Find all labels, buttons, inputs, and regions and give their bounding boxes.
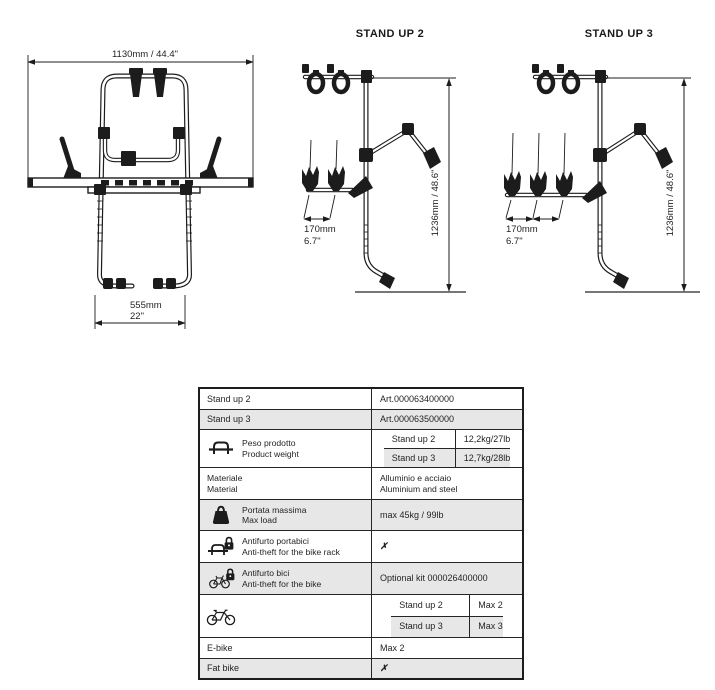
capacity-standup2-model-cell	[391, 595, 470, 616]
table-row-fatbike	[200, 658, 522, 678]
front-width-label: 1130mm / 44.4"	[111, 49, 179, 60]
standup3-post	[598, 75, 630, 289]
antitheft-rack-label-en: Anti-theft for the bike rack	[242, 546, 340, 557]
capacity-standup3-value: Max 3	[478, 621, 503, 632]
table-row-capacity	[200, 594, 522, 637]
capacity-row-standup2	[391, 595, 503, 616]
standup2-spacing-label-mm: 170mm	[304, 224, 336, 235]
front-leg-ticks	[97, 201, 192, 241]
weight-values	[372, 430, 522, 467]
fatbike-value-cell	[372, 659, 522, 678]
bike-lock-icon	[200, 568, 242, 589]
front-left-arm	[62, 139, 81, 179]
standup3-arm	[593, 123, 673, 169]
standup2-art-number: Art.000063400000	[380, 393, 455, 404]
weight-standup3-model: Stand up 3	[391, 452, 436, 463]
standup3-spacing-dimension	[506, 200, 563, 247]
material-value-cell	[372, 468, 522, 499]
table-row-antitheft-bike	[200, 562, 522, 594]
standup3-drawing	[488, 13, 713, 303]
standup2-spacing-dimension	[304, 195, 336, 247]
standup2-arm	[359, 123, 441, 169]
weight-standup2-value-cell	[456, 430, 511, 448]
capacity-row-standup3	[391, 616, 503, 638]
standup3-height-dimension	[606, 78, 691, 291]
weight-row-standup3	[384, 448, 511, 467]
antitheft-rack-value: ✗	[380, 541, 388, 552]
standup2-spacing-label-in: 6.7"	[304, 236, 321, 247]
front-cross-bar	[28, 178, 253, 195]
antitheft-bike-value-cell	[372, 563, 522, 594]
standup2-title: STAND UP 2	[355, 28, 425, 40]
capacity-label-cell	[200, 595, 372, 637]
standup2-art-label: Stand up 2	[207, 393, 251, 404]
antitheft-bike-label-cell	[200, 563, 372, 594]
capacity-standup3-model: Stand up 3	[399, 621, 443, 632]
standup3-top-bar	[532, 64, 606, 92]
material-label-it: Materiale	[207, 473, 243, 484]
weight-row-standup2	[384, 430, 511, 448]
table-row-standup2-art	[200, 389, 522, 409]
capacity-standup2-value-cell	[470, 595, 503, 616]
standup2-art-value-cell	[372, 389, 522, 409]
weight-standup2-value: 12,2kg/27lb	[463, 433, 511, 444]
weight-label	[242, 438, 299, 459]
standup2-art-label-cell	[200, 389, 372, 409]
material-label-cell	[200, 468, 372, 499]
weight-label-en: Product weight	[242, 448, 299, 459]
front-right-arm	[200, 139, 219, 179]
max-load-label	[242, 505, 306, 526]
front-base-label-in: 22"	[130, 311, 144, 322]
standup3-height-label: 1236mm / 48.6"	[665, 169, 676, 237]
table-row-antitheft-rack	[200, 530, 522, 562]
ebike-value: Max 2	[380, 642, 405, 653]
standup3-spacing-label-in: 6.7"	[506, 236, 523, 247]
weight-label-cell	[200, 430, 372, 467]
front-base-label-mm: 555mm	[130, 300, 162, 311]
antitheft-rack-label-it: Antifurto portabici	[242, 536, 309, 547]
material-value-it: Alluminio e acciaio	[380, 473, 452, 484]
standup3-title: STAND UP 3	[584, 28, 654, 40]
antitheft-bike-label-en: Anti-theft for the bike	[242, 578, 322, 589]
standup3-art-label-cell	[200, 410, 372, 429]
weight-standup3-value-cell	[456, 449, 511, 467]
antitheft-rack-value-cell	[372, 531, 522, 562]
table-row-max-load	[200, 499, 522, 530]
antitheft-rack-label	[242, 536, 340, 557]
bike-rack-icon	[200, 439, 242, 459]
antitheft-bike-value: Optional kit 000026400000	[380, 573, 488, 584]
standup3-spacing-label-mm: 170mm	[506, 224, 538, 235]
weight-standup2-model-cell	[384, 430, 456, 448]
ebike-value-cell	[372, 638, 522, 658]
antitheft-rack-label-cell	[200, 531, 372, 562]
max-load-value-cell	[372, 500, 522, 530]
front-frame-straps	[129, 68, 167, 97]
capacity-standup3-model-cell	[391, 617, 470, 638]
max-load-label-en: Max load	[242, 515, 277, 525]
fatbike-label: Fat bike	[207, 663, 240, 674]
weight-standup2-model: Stand up 2	[391, 433, 436, 444]
ebike-label: E-bike	[207, 642, 233, 653]
standup3-wheel-holders	[504, 133, 607, 203]
standup2-height-label: 1236mm / 48.6"	[430, 169, 441, 237]
weight-icon	[200, 505, 242, 525]
antitheft-bike-label	[242, 568, 321, 589]
front-view-drawing	[13, 33, 273, 335]
weight-standup3-value: 12,7kg/28lb	[463, 452, 511, 463]
bike-icon	[200, 606, 242, 626]
table-row-ebike	[200, 637, 522, 658]
max-load-value: max 45kg / 99lb	[380, 509, 444, 520]
front-base-dimension	[95, 295, 185, 329]
material-value	[380, 473, 457, 494]
weight-standup3-model-cell	[384, 449, 456, 467]
standup2-drawing	[288, 13, 478, 303]
max-load-label-it: Portata massima	[242, 504, 307, 515]
table-row-standup3-art	[200, 409, 522, 429]
capacity-standup2-model: Stand up 2	[399, 599, 443, 610]
material-value-en: Aluminium and steel	[380, 483, 458, 494]
spec-table	[198, 387, 524, 680]
table-row-weight	[200, 429, 522, 467]
weight-label-it: Peso prodotto	[242, 438, 296, 449]
capacity-values	[372, 595, 522, 637]
material-label-en: Material	[207, 483, 238, 494]
standup3-art-label: Stand up 3	[207, 414, 251, 425]
fatbike-label-cell	[200, 659, 372, 678]
material-label	[207, 473, 242, 494]
ebike-label-cell	[200, 638, 372, 658]
max-load-label-cell	[200, 500, 372, 530]
table-row-material	[200, 467, 522, 499]
capacity-standup3-value-cell	[470, 617, 503, 638]
antitheft-bike-label-it: Antifurto bici	[242, 568, 290, 579]
standup3-art-value-cell	[372, 410, 522, 429]
standup3-art-number: Art.000063500000	[380, 414, 455, 425]
standup2-height-dimension	[372, 78, 456, 291]
capacity-standup2-value: Max 2	[478, 599, 503, 610]
rack-lock-icon	[200, 536, 242, 558]
standup2-top-bar	[302, 64, 372, 92]
fatbike-value: ✗	[380, 663, 388, 674]
